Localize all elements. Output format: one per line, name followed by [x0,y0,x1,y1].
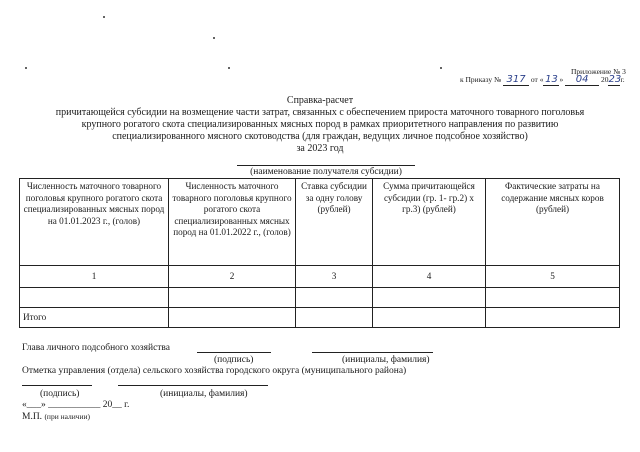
department-mark-label: Отметка управления (отдела) сельского хозяйства городского округа (муниципального района) [22,366,407,376]
data-cell[interactable] [486,288,620,308]
header-cell-col-5: Фактические затраты на содержание мясных коров (рублей) [486,179,620,266]
dept-initials-line[interactable] [118,385,268,386]
head-initials-caption: (инициалы, фамилия) [342,355,430,365]
dept-signature-caption: (подпись) [40,389,80,399]
head-signature-line[interactable] [197,352,271,353]
scan-speck [25,67,27,69]
table-total-row [20,308,620,328]
date-line: «___» ___________ 20__ г. [22,400,130,410]
header-cell-col-3: Ставка субсидии за одну голову (рублей) [296,179,373,266]
data-cell[interactable] [169,288,296,308]
scan-speck [103,16,105,18]
order-number: 317 [503,74,529,86]
total-cell[interactable] [169,308,296,328]
total-cell[interactable] [373,308,486,328]
dept-signature-line[interactable] [22,385,92,386]
total-cell[interactable] [486,308,620,328]
head-of-household-label: Глава личного подсобного хозяйства [22,343,171,353]
order-prefix: к Приказу № [460,75,502,84]
recipient-name-line[interactable] [237,165,415,166]
head-signature-caption: (подпись) [214,355,254,365]
column-number: 4 [373,266,486,288]
order-month: 04 [565,74,599,86]
table-number-row [20,266,620,288]
header-cell-col-2: Численность маточного товарного поголовья крупного рогатого скота специализированных мясных пород на 01.01.2022 г., (голов) [169,179,296,266]
order-year-suffix: 23 [608,74,622,85]
recipient-caption: (наименование получателя субсидии) [250,167,402,177]
data-cell[interactable] [20,288,169,308]
header-cell-col-1: Численность маточного товарного поголовья крупного рогатого скота специализированных мясных пород на 01.01.2023 г., (голов) [20,179,169,266]
data-cell[interactable] [373,288,486,308]
column-number: 1 [20,266,169,288]
total-cell[interactable] [296,308,373,328]
stamp-place [22,412,90,422]
stamp-label: М.П. [22,412,43,422]
column-number: 3 [296,266,373,288]
scan-speck [228,67,230,69]
total-label: Итого [20,308,169,328]
header-cell-col-4: Сумма причитающейся субсидии (гр. 1- гр.2) х гр.3) (рублей) [373,179,486,266]
column-number: 5 [486,266,620,288]
column-number: 2 [169,266,296,288]
title-line-1: причитающейся субсидии на возмещение части затрат, связанных с обеспечением прироста маточного товарного поголовья [55,107,585,118]
order-year-end: г. [620,75,625,84]
document-title: Справка-расчет [286,95,354,106]
dept-initials-caption: (инициалы, фамилия) [160,389,248,399]
order-reference: к Приказу № 317 от « 13 » 04 2023г. [460,74,625,85]
order-year-prefix: 20 [600,75,609,84]
data-cell[interactable] [296,288,373,308]
title-line-2: крупного рогатого скота специализированных мясных пород в рамках приоритетного направления по развитию [81,119,559,130]
order-day: 13 [545,74,558,85]
table-data-row [20,288,620,308]
scan-speck [440,67,442,69]
scan-speck [213,37,215,39]
table-header-row [20,179,620,266]
head-initials-line[interactable] [312,352,433,353]
appendix-number: Приложение № 3 [571,67,626,76]
stamp-note: (при наличии) [44,412,91,421]
title-line-3: специализированного мясного скотоводства (для граждан, ведущих личное подсобное хозяйство) [112,131,528,142]
title-year: за 2023 год [296,143,344,154]
subsidy-table [19,178,620,328]
order-from-label: от « [530,75,544,84]
